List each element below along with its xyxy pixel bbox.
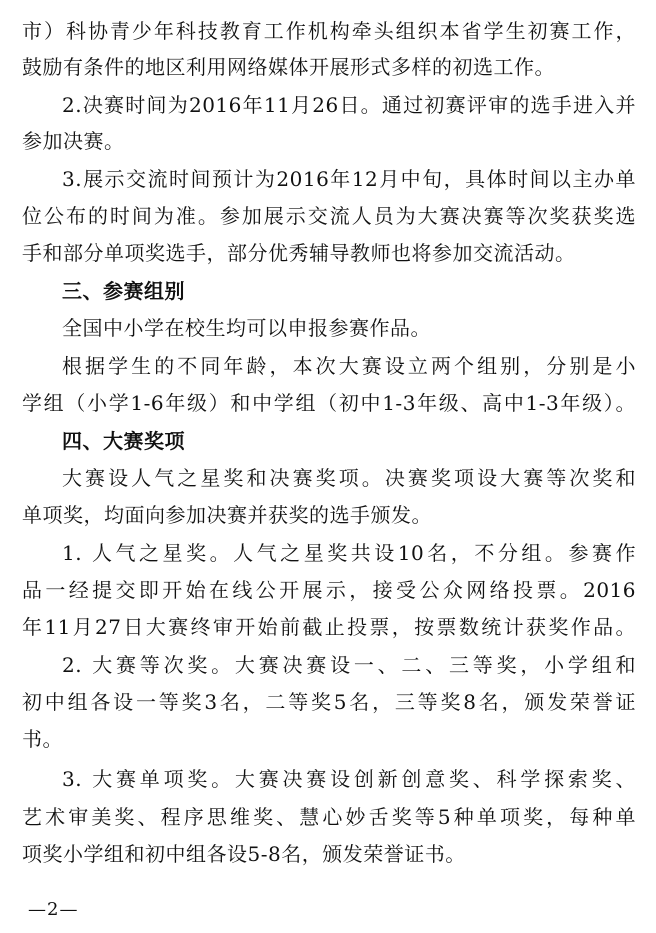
body-line-20: 书。 [22, 727, 63, 751]
body-line-1: 市）科协青少年科技教育工作机构牵头组织本省学生初赛工作， [22, 19, 636, 43]
page-number: —2— [28, 899, 79, 920]
body-line-2: 鼓励有条件的地区利用网络媒体开展形式多样的初选工作。 [22, 55, 555, 79]
body-line-9: 全国中小学在校生均可以申报参赛作品。 [62, 316, 431, 340]
body-line-5: 3.展示交流时间预计为2016年12月中旬，具体时间以主办单 [62, 167, 636, 191]
body-line-6: 位公布的时间为准。参加展示交流人员为大赛决赛等次奖获奖选 [22, 204, 636, 228]
section-heading-4: 四、大赛奖项 [62, 429, 185, 453]
body-line-3: 2.决赛时间为2016年11月26日。通过初赛评审的选手进入并 [62, 93, 636, 117]
body-line-14: 单项奖，均面向参加决赛并获奖的选手颁发。 [22, 503, 432, 527]
section-heading-3: 三、参赛组别 [62, 279, 185, 303]
body-line-16: 品一经提交即开始在线公开展示，接受公众网络投票。2016 [22, 578, 636, 602]
body-line-11: 学组（小学1-6年级）和中学组（初中1-3年级、高中1-3年级）。 [22, 391, 636, 415]
body-line-18: 2. 大赛等次奖。大赛决赛设一、二、三等奖，小学组和 [62, 653, 636, 677]
body-line-7: 手和部分单项奖选手，部分优秀辅导教师也将参加交流活动。 [22, 241, 576, 265]
body-line-15: 1. 人气之星奖。人气之星奖共设10名，不分组。参赛作 [62, 541, 636, 565]
body-line-4: 参加决赛。 [22, 129, 125, 153]
body-line-17: 年11月27日大赛终审开始前截止投票，按票数统计获奖作品。 [22, 615, 636, 639]
body-line-13: 大赛设人气之星奖和决赛奖项。决赛奖项设大赛等次奖和 [62, 466, 636, 490]
body-line-23: 项奖小学组和初中组各设5-8名，颁发荣誉证书。 [22, 842, 466, 866]
body-line-22: 艺术审美奖、程序思维奖、慧心妙舌奖等5种单项奖，每种单 [22, 805, 636, 829]
body-line-10: 根据学生的不同年龄，本次大赛设立两个组别，分别是小 [62, 354, 636, 378]
body-line-21: 3. 大赛单项奖。大赛决赛设创新创意奖、科学探索奖、 [62, 767, 636, 791]
body-line-19: 初中组各设一等奖3名，二等奖5名，三等奖8名，颁发荣誉证 [22, 690, 636, 714]
